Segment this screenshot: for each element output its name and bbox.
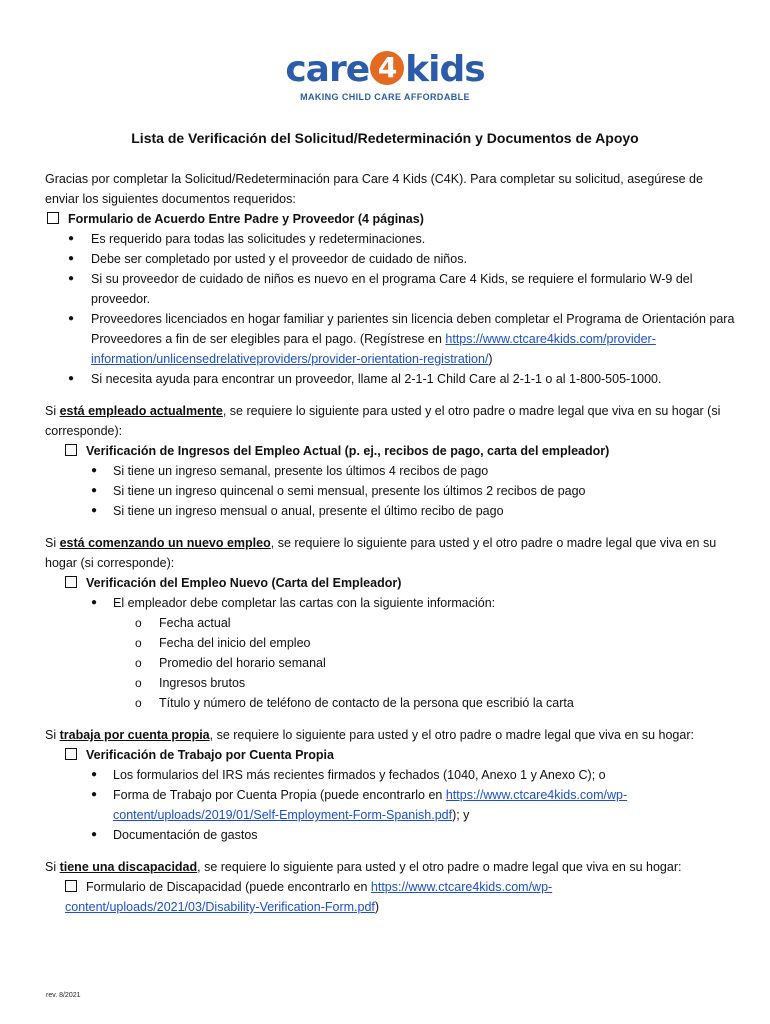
list-item — [45, 825, 735, 845]
para-key: tiene una discapacidad — [59, 860, 198, 874]
list-item-text: Proveedores licenciados en hogar familiar y parientes sin licencia deben completar el Programa de Orientación para Proveedores a fin de ser elegibles para el pago. (Regístrese en — [91, 312, 735, 346]
checklist-item-self-employment — [45, 745, 735, 765]
item-heading: Verificación del Empleo Nuevo (Carta del Empleador) — [86, 576, 402, 590]
list-item — [45, 481, 735, 501]
list-item-text: Documentación de gastos — [113, 828, 258, 842]
circle-bullet-icon: o — [135, 636, 142, 650]
bullet-icon: ● — [91, 789, 98, 800]
sub-list-item-text: Ingresos brutos — [159, 676, 246, 690]
checkbox-icon[interactable] — [65, 748, 77, 760]
document-title: Lista de Verificación del Solicitud/Redeterminación y Documentos de Apoyo — [131, 130, 639, 146]
bullet-icon: ● — [68, 273, 75, 284]
disability-paragraph — [45, 857, 735, 877]
list-item-text: Si necesita ayuda para encontrar un proveedor, llame al 2-1-1 Child Care al 2-1-1 o al 1-800-505-1000. — [91, 372, 662, 386]
item-heading: Formulario de Acuerdo Entre Padre y Proveedor (4 páginas) — [68, 212, 424, 226]
checkbox-icon[interactable] — [65, 444, 77, 456]
bullet-icon: ● — [68, 233, 75, 244]
para-key: está empleado actualmente — [59, 404, 223, 418]
checkbox-icon[interactable] — [65, 576, 77, 588]
new-employment-paragraph — [45, 533, 735, 573]
list-item — [45, 249, 735, 269]
logo-care: care — [285, 49, 370, 90]
bullet-icon: ● — [68, 313, 75, 324]
list-item — [45, 229, 735, 249]
para-post: , se requiere lo siguiente para usted y el otro padre o madre legal que viva en su hogar: — [197, 860, 682, 874]
circle-bullet-icon: o — [135, 676, 142, 690]
para-key: trabaja por cuenta propia — [59, 728, 210, 742]
logo-tagline: MAKING CHILD CARE AFFORDABLE — [300, 92, 470, 102]
list-item-text: Si tiene un ingreso mensual o anual, presente el último recibo de pago — [113, 504, 504, 518]
circle-bullet-icon: o — [135, 656, 142, 670]
list-item — [45, 501, 735, 521]
bullet-icon: ● — [91, 485, 98, 496]
item-text-end: ) — [374, 900, 380, 914]
employed-paragraph — [45, 401, 735, 441]
list-item — [45, 369, 735, 389]
sub-list-item — [45, 673, 735, 693]
bullet-icon: ● — [91, 597, 98, 608]
bullet-icon: ● — [91, 829, 98, 840]
checkbox-icon[interactable] — [65, 880, 77, 892]
circle-bullet-icon: o — [135, 696, 142, 710]
para-pre: Si — [45, 860, 60, 874]
list-item — [45, 461, 735, 481]
checklist-item-current-employment-income — [45, 441, 735, 461]
document-body — [45, 169, 735, 917]
self-employment-form-link[interactable]: https://www.ctcare4kids.com/wp-content/uploads/2019/01/Self-Employment-Form-Spanish.pdf — [113, 788, 628, 822]
circle-bullet-icon: o — [135, 616, 142, 630]
para-post: , se requiere lo siguiente para usted y el otro padre o madre legal que viva en su hogar (si corresponde): — [45, 404, 721, 438]
bullet-icon: ● — [91, 505, 98, 516]
list-item-text: Si su proveedor de cuidado de niños es nuevo en el programa Care 4 Kids, se requiere el formulario W-9 del proveedor. — [91, 272, 693, 306]
checklist-item-disability — [45, 877, 735, 917]
para-pre: Si — [45, 536, 60, 550]
list-item-text: El empleador debe completar las cartas con la siguiente información: — [113, 596, 496, 610]
list-item-text: Es requerido para todas las solicitudes y redeterminaciones. — [91, 232, 426, 246]
logo-four-badge: 4 — [370, 51, 404, 85]
checklist-item-new-employment — [45, 573, 735, 593]
sub-list-item-text: Promedio del horario semanal — [159, 656, 326, 670]
sub-list-item — [45, 633, 735, 653]
item-heading: Verificación de Trabajo por Cuenta Propia — [86, 748, 334, 762]
disability-form-link[interactable]: https://www.ctcare4kids.com/wp-content/uploads/2021/03/Disability-Verification-Form.pdf — [65, 880, 553, 914]
list-item-text-end: ) — [488, 352, 493, 366]
sub-list-item — [45, 613, 735, 633]
self-employed-paragraph — [45, 725, 735, 745]
logo-wordmark — [0, 50, 770, 90]
bullet-icon: ● — [68, 373, 75, 384]
list-item — [45, 269, 735, 309]
bullet-icon: ● — [68, 253, 75, 264]
list-item-text: Los formularios del IRS más recientes firmados y fechados (1040, Anexo 1 y Anexo C); o — [113, 768, 606, 782]
bullet-icon: ● — [91, 465, 98, 476]
list-item-text-end: ); y — [452, 808, 470, 822]
sub-list-item — [45, 653, 735, 673]
list-item-text: Si tiene un ingreso quincenal o semi mensual, presente los últimos 2 recibos de pago — [113, 484, 586, 498]
intro-paragraph: Gracias por completar la Solicitud/Redeterminación para Care 4 Kids (C4K). Para completar su solicitud, asegúrese de enviar los siguientes documentos requeridos: — [45, 172, 703, 206]
para-pre: Si — [45, 404, 60, 418]
sub-list-item-text: Fecha actual — [159, 616, 231, 630]
para-pre: Si — [45, 728, 60, 742]
sub-list-item-text: Fecha del inicio del empleo — [159, 636, 311, 650]
para-post: , se requiere lo siguiente para usted y el otro padre o madre legal que viva en su hogar: — [209, 728, 694, 742]
revision-date: rev. 8/2021 — [46, 992, 81, 999]
provider-orientation-link[interactable]: https://www.ctcare4kids.com/provider-information/unlicensedrelativeproviders/provider-orientation-registration/ — [91, 332, 656, 366]
list-item-text: Si tiene un ingreso semanal, presente los últimos 4 recibos de pago — [113, 464, 489, 478]
care4kids-logo — [0, 50, 770, 102]
para-key: está comenzando un nuevo empleo — [59, 536, 271, 550]
list-item-text: Forma de Trabajo por Cuenta Propia (puede encontrarlo en — [113, 788, 446, 802]
checkbox-icon[interactable] — [47, 212, 59, 224]
sub-list-item — [45, 693, 735, 713]
checklist-item-parent-provider-agreement — [45, 209, 735, 229]
list-item — [45, 309, 735, 369]
logo-kids: kids — [405, 49, 485, 90]
bullet-icon: ● — [91, 769, 98, 780]
para-post: , se requiere lo siguiente para usted y el otro padre o madre legal que viva en su hogar (si corresponde): — [45, 536, 717, 570]
list-item — [45, 785, 735, 825]
list-item — [45, 593, 735, 613]
item-text: Formulario de Discapacidad (puede encontrarlo en — [86, 880, 371, 894]
sub-list-item-text: Título y número de teléfono de contacto de la persona que escribió la carta — [159, 696, 574, 710]
item-heading: Verificación de Ingresos del Empleo Actual (p. ej., recibos de pago, carta del empleador) — [86, 444, 610, 458]
list-item-text: Debe ser completado por usted y el proveedor de cuidado de niños. — [91, 252, 467, 266]
list-item — [45, 765, 735, 785]
